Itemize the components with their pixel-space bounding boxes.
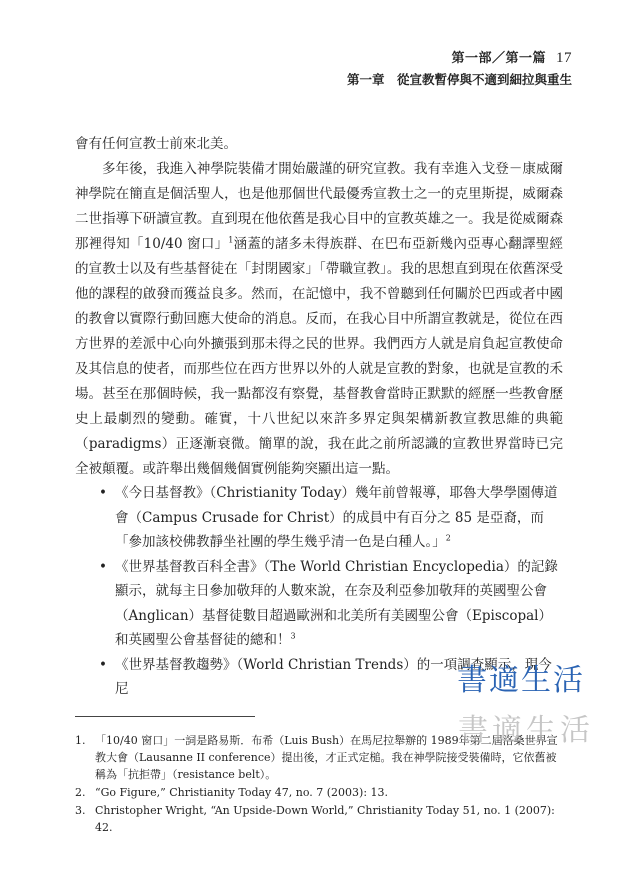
paragraph-main-part2: 涵蓋的諸多未得族群、在巴布亞新幾內亞專心翻譯聖經的宣教士以及有些基督徒在「封閉國家」「帶職宣教」。我的思想直到現在依舊深受他的課程的啟發而獲益良多。然而，在記憶中，我不曾聽到任何關於巴西或者中國的教會以實際行動回應大使命的消息。反而，在我心目中所謂宣教就是，從位在西方世界的差派中心向外擴張到那未得之民的世界。我們西方人就是肩負起宣教使命及其信息的使者，而那些位在西方世界以外的人就是宣教的對象，也就是宣教的禾場。甚至在那個時候，我一點都沒有察覺，基督教會當時正默默的經歷一些教會歷史上最劇烈的變動。確實，十八世紀以來許多界定與架構新教宣教思維的典範（paradigms）正逐漸衰微。簡單的說，我在此之前所認識的宣教世界當時已完全被顛覆。或許舉出幾個幾個實例能夠突顯出這一點。	[75, 236, 563, 477]
footnote-number: 3.	[75, 804, 86, 817]
list-item	[95, 481, 563, 555]
watermark-secondary: 書適生活	[458, 713, 594, 748]
footnote-ref-3: 3	[290, 631, 296, 641]
bullet-icon: •	[99, 485, 107, 501]
paragraph-main	[75, 157, 563, 482]
list-item-text: 《世界基督教百科全書》（The World Christian Encyclopedia）的記錄顯示，就每主日參加敬拜的人數來說，在奈及利亞參加敬拜的英國聖公會（Anglican）基督徒數目超過歐洲和北美所有美國聖公會（Episcopal）和英國聖公會基督徒的總和！	[115, 558, 558, 648]
footnote	[75, 802, 563, 836]
footnote-text: “Go Figure,” Christianity Today 47, no. 7 (2003): 13.	[95, 786, 389, 799]
list-item-text: 《今日基督教》（Christianity Today）幾年前曾報導，耶魯大學學園傳道會（Campus Crusade for Christ）的成員中有百分之 85 是亞裔，而「參加該校佛教靜坐社團的學生幾乎清一色是白種人。」	[115, 485, 558, 550]
footnote-number: 2.	[75, 786, 86, 799]
part-title: 第一部／第一篇	[451, 51, 546, 66]
paragraph-main-part1: 多年後，我進入神學院裝備才開始嚴謹的研究宣教。我有幸進入戈登－康威爾神學院在簡直是個活聖人，也是他那個世代最優秀宣教士之一的克里斯提，威爾森二世指導下研讀宣教。直到現在他依舊是我心目中的宣教英雄之一。我是從威爾森那裡得知「10/40 窗口」	[75, 161, 563, 252]
paragraph-continuation: 會有任何宣教士前來北美。	[75, 136, 237, 152]
running-header-part	[451, 47, 572, 67]
page-number: 17	[556, 50, 572, 66]
list-item-text: 《世界基督教趨勢》（World Christian Trends）的一項調查顯示，現今尼	[115, 656, 552, 697]
footnote-ref-1: 1	[228, 235, 234, 245]
running-header-chapter: 第一章 從宣教暫停與不適到細拉與重生	[346, 72, 572, 87]
footnote-number: 1.	[75, 734, 86, 747]
footnote-text: 「10/40 窗口」一詞是路易斯．布希（Luis Bush）在馬尼拉舉辦的 1989年第二屆洛桑世界宣教大會（Lausanne II conference）提出後，才正式定槌。我在神學院接受裝備時，它依舊被稱為「抗拒帶」（resistance belt）。	[95, 734, 558, 781]
list-item	[95, 555, 563, 653]
main-text	[75, 132, 563, 482]
footnote-ref-2: 2	[445, 533, 451, 543]
footnote-divider	[75, 716, 255, 717]
bullet-icon: •	[99, 656, 107, 673]
watermark-primary: 書適生活	[457, 663, 585, 698]
footnote-text: Christopher Wright, “An Upside-Down World,” Christianity Today 51, no. 1 (2007): 42.	[95, 804, 555, 834]
footnote	[75, 784, 563, 801]
bullet-icon: •	[99, 558, 107, 575]
